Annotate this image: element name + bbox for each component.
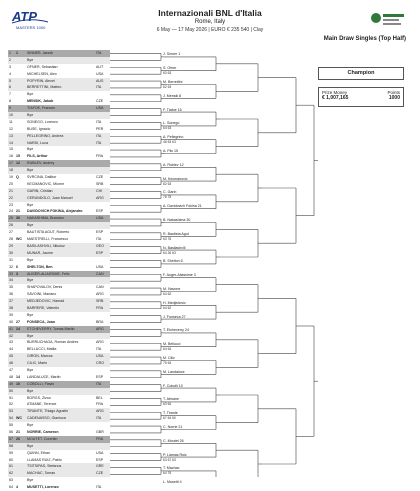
country: FRA — [96, 154, 104, 159]
round2-name: B. Shelton 6 — [163, 259, 183, 264]
country: ESP — [96, 209, 104, 214]
player-name: Bye — [27, 57, 34, 62]
player-name: GIRON, Marcos — [27, 354, 53, 359]
round2-name: T. Machac — [163, 466, 180, 471]
player-name: BELLUCCI, Mattia — [27, 347, 57, 352]
draw-number: 9 — [9, 106, 11, 111]
draw-number: 62 — [9, 471, 13, 476]
round2-name: M. Cilic — [163, 356, 175, 360]
draw-number: 47 — [9, 367, 13, 372]
round2-score: 62 63 — [163, 85, 172, 89]
draw-number: 53 — [9, 409, 13, 414]
draw-title: Main Draw Singles (Top Half) — [323, 36, 406, 42]
country: FRA — [96, 305, 104, 310]
seed: WC — [16, 237, 22, 242]
seed: 3 — [16, 271, 18, 276]
round2-name: A. Rublev 12 — [163, 162, 184, 167]
round2-name: P. Llamas Ruiz — [163, 452, 187, 457]
round2-player — [163, 163, 184, 168]
round2-name: F. Cobolli 10 — [163, 383, 183, 388]
player-name: RUBLEV, Andrey — [27, 161, 55, 166]
player-name: BAUTISTA AGUT, Roberto — [27, 230, 70, 235]
draw-number: 13 — [9, 133, 13, 138]
player-name: CADENASSO, Gianluca — [27, 416, 66, 421]
player-name: TSITSIPAS, Stefanos — [27, 464, 62, 469]
player-name: SVRCINA, Dalibor — [27, 175, 57, 180]
draw-entry — [8, 484, 110, 491]
tournament-info: 6 May — 17 May 2026 | EURO € 235 540 | Clay — [156, 27, 264, 33]
svg-text:MASTERS 1000: MASTERS 1000 — [16, 25, 46, 30]
round2-name: F. Tiafoe 16 — [163, 107, 182, 112]
draw-number: 59 — [9, 450, 13, 455]
round2-score: 63 64 — [163, 402, 172, 407]
draw-number: 30 — [9, 250, 13, 255]
round2-name: R. Bautista Agut — [163, 231, 189, 236]
draw-number: 48 — [9, 374, 13, 379]
round2-player — [163, 177, 188, 186]
round2-score: 63 76 — [163, 236, 172, 241]
country: ITA — [96, 133, 102, 138]
seed: 15 — [16, 154, 20, 159]
draw-number: 7 — [9, 92, 11, 97]
seed: 27 — [16, 319, 20, 324]
round2-name: C. Norrie 21 — [163, 425, 183, 429]
round2-player — [163, 301, 186, 310]
round2-player — [163, 328, 189, 333]
draw-number: 57 — [9, 436, 13, 441]
draw-number: 44 — [9, 347, 13, 352]
draw-entry — [8, 477, 110, 484]
round2-score: 64 26 63 — [163, 250, 176, 255]
seed: 26 — [16, 436, 20, 441]
draw-number: 11 — [9, 119, 13, 124]
player-name: MUSETTI, Lorenzo — [27, 485, 59, 490]
draw-number: 6 — [9, 85, 11, 90]
round2-name: T. Tirante — [163, 411, 178, 416]
player-name: SHAPOVALOV, Denis — [27, 285, 63, 290]
seed: Q — [16, 175, 19, 180]
round2-name: M. Berrettini — [163, 80, 183, 84]
round2-name: J. Mensik 8 — [163, 93, 182, 98]
draw-number: 38 — [9, 305, 13, 310]
round2-player — [163, 287, 180, 296]
country: ARG — [96, 195, 104, 200]
player-name: MAESTRELLI, Francesco — [27, 237, 69, 242]
player-name: MUNAR, Jaume — [27, 250, 53, 255]
draw-number: 22 — [9, 195, 13, 200]
player-name: TIRANTE, Thiago Agustin — [27, 409, 69, 414]
round2-player — [163, 94, 181, 99]
round2-player — [163, 66, 176, 75]
player-name: NAKASHIMA, Brandon — [27, 216, 64, 221]
player-name: Bye — [27, 223, 34, 228]
draw-number: 40 — [9, 319, 13, 324]
player-name: Bye — [27, 278, 34, 283]
round2-player — [163, 397, 179, 406]
round2-player — [163, 356, 175, 365]
round2-player — [163, 259, 183, 264]
round2-name: L. Sonego — [163, 121, 180, 126]
round2-player — [163, 273, 196, 278]
round2-name: B. Nakashima 30 — [163, 218, 191, 222]
player-name: Bye — [27, 333, 34, 338]
player-name: CILIC, Marin — [27, 361, 48, 366]
country: ITA — [96, 381, 102, 386]
draw-number: 5 — [9, 78, 11, 83]
draw-number: 18 — [9, 168, 13, 173]
draw-number: 4 — [9, 71, 11, 76]
draw-number: 41 — [9, 326, 13, 331]
seed: 14 — [16, 374, 20, 379]
country: ESP — [96, 230, 104, 235]
player-name: QUINN, Ethan — [27, 450, 50, 455]
player-name: NORRIE, Cameron — [27, 429, 59, 434]
draw-number: 16 — [9, 154, 13, 159]
prize-money-label: Prize Money — [322, 90, 348, 95]
country: USA — [96, 264, 104, 269]
draw-number: 35 — [9, 285, 13, 290]
draw-number: 46 — [9, 361, 13, 366]
draw-number: 58 — [9, 443, 13, 448]
player-name: Bye — [27, 367, 34, 372]
draw-number: 39 — [9, 312, 13, 317]
seed: 12 — [16, 161, 20, 166]
player-name: CERUNDOLO, Juan Manuel — [27, 195, 73, 200]
round2-player — [163, 315, 186, 320]
draw-number: 61 — [9, 464, 13, 469]
round2-name: C. Garin — [163, 190, 177, 195]
country: FRA — [96, 402, 104, 407]
round2-player — [163, 480, 182, 485]
round2-player — [163, 121, 179, 130]
round2-player — [163, 108, 182, 113]
round2-player — [163, 466, 179, 475]
seed: WC — [16, 416, 22, 421]
player-name: Bye — [27, 443, 34, 448]
round2-player — [163, 453, 187, 462]
round2-player — [163, 80, 182, 89]
country: USA — [96, 450, 104, 455]
country: FRA — [96, 436, 104, 441]
round2-player — [163, 425, 182, 430]
seed: 21 — [16, 209, 20, 214]
player-name: Bye — [27, 113, 34, 118]
country: ITA — [96, 119, 102, 124]
round2-name: L. Musetti 4 — [163, 480, 182, 485]
player-name: NARDI, Luca — [27, 140, 48, 145]
draw-number: 43 — [9, 340, 13, 345]
draw-number: 50 — [9, 388, 13, 393]
draw-number: 33 — [9, 271, 13, 276]
points-label: Points — [387, 90, 400, 95]
country: USA — [96, 71, 104, 76]
draw-number: 29 — [9, 243, 13, 248]
country: SRB — [96, 299, 104, 304]
seed: 30 — [16, 216, 20, 221]
country: ARG — [96, 340, 104, 345]
round2-score: 64 62 — [163, 305, 172, 310]
round2-score: 64 64 — [163, 347, 172, 352]
country: CHI — [96, 188, 103, 193]
player-name: OFNER, Sebastian — [27, 64, 58, 69]
round2-name: M. Navone — [163, 287, 181, 291]
country: PER — [96, 126, 104, 131]
round2-player — [163, 384, 183, 389]
round2-player — [163, 204, 202, 209]
round2-name: J. Sinner 1 — [163, 52, 181, 57]
country: CAN — [96, 271, 104, 276]
tournament-location: Rome, Italy — [194, 19, 226, 25]
seed: 6 — [16, 264, 18, 269]
player-name: SONEGO, Lorenzo — [27, 119, 58, 124]
round2-score: 63 67 63 — [163, 457, 176, 462]
draw-number: 2 — [9, 57, 11, 62]
round2-score: 64 76 — [163, 471, 172, 476]
player-name: ATMANE, Terence — [27, 402, 57, 407]
player-name: MICHELSEN, Alex — [27, 71, 57, 76]
round2-score: 46 63 63 — [163, 140, 176, 145]
seed: 21 — [16, 429, 20, 434]
player-name: BURRUCHAGA, Roman Andres — [27, 340, 79, 345]
country: GEO — [96, 243, 104, 248]
round2-player — [163, 218, 190, 223]
player-name: Bye — [27, 423, 34, 428]
country: CZE — [96, 471, 104, 476]
draw-number: 20 — [9, 181, 13, 186]
draw-number: 28 — [9, 237, 13, 242]
round2-name: H. Medjedovic — [163, 300, 186, 305]
player-name: PELLEGRINO, Andrea — [27, 133, 64, 138]
round2-name: T. Etcheverry 24 — [163, 328, 189, 333]
player-name: Bye — [27, 478, 34, 483]
round2-player — [163, 246, 185, 255]
country: BEL — [96, 395, 103, 400]
country: GRE — [96, 464, 104, 469]
draw-number: 45 — [9, 354, 13, 359]
country: USA — [96, 106, 104, 111]
draw-number: 23 — [9, 202, 13, 207]
draw-number: 21 — [9, 188, 13, 193]
player-name: TIAFOE, Frances — [27, 106, 55, 111]
player-name: Bye — [27, 168, 34, 173]
player-name: Bye — [27, 257, 34, 262]
player-name: Bye — [27, 147, 34, 152]
player-name: BASILASHVILI, Nikoloz — [27, 243, 65, 248]
round2-score: 62 63 — [163, 181, 172, 186]
country: CRO — [96, 361, 104, 366]
player-name: Bye — [27, 312, 34, 317]
round2-name: F. Auger-Aliassime 3 — [163, 273, 196, 278]
round2-score: 63 63 — [163, 71, 172, 76]
round2-score: 64 63 — [163, 126, 172, 131]
country: BRA — [96, 319, 104, 324]
draw-number: 1 — [9, 51, 11, 55]
player-name: FONSECA, Joao — [27, 319, 55, 324]
draw-number: 14 — [9, 140, 13, 145]
player-name: MOUTET, Corentin — [27, 436, 58, 441]
draw-number: 42 — [9, 333, 13, 338]
draw-number: 37 — [9, 299, 13, 304]
country: CAN — [96, 285, 104, 290]
player-name: GARIN, Cristian — [27, 188, 53, 193]
player-name: BORGS, Zizou — [27, 395, 51, 400]
draw-number: 24 — [9, 209, 13, 214]
round2-name: A. Davidovich Fokina 21 — [163, 204, 202, 209]
draw-number: 49 — [9, 381, 13, 386]
round2-name: S. Ofner — [163, 66, 177, 71]
player-name: SAVOINI, Mariano — [27, 292, 57, 297]
round2-name: A. Pellegrino — [163, 135, 184, 140]
points-value: 1000 — [388, 95, 400, 101]
round2-name: T. Atmane — [163, 397, 179, 402]
draw-number: 17 — [9, 161, 13, 166]
seed: 4 — [16, 485, 18, 490]
draw-number: 12 — [9, 126, 13, 131]
draw-number: 25 — [9, 216, 13, 221]
round2-player — [163, 52, 180, 57]
round2-player — [163, 370, 185, 375]
round2-score: 75 64 — [163, 361, 172, 365]
player-name: KECMANOVIC, Miomir — [27, 181, 64, 186]
prize-money-value: € 1,007,165 — [322, 95, 349, 101]
draw-number: 31 — [9, 257, 13, 262]
draw-number: 8 — [9, 99, 11, 104]
round2-name: N. Basilashvili — [163, 245, 186, 250]
draw-number: 54 — [9, 416, 13, 421]
country: ITA — [96, 347, 102, 352]
seed: 24 — [16, 326, 20, 331]
round2-name: J. Fonseca 27 — [163, 314, 186, 319]
country: AUS — [96, 78, 104, 83]
player-name: POPYRIN, Alexei — [27, 78, 55, 83]
country: ESP — [96, 374, 104, 379]
player-name: SINNER, Jannik — [27, 51, 53, 55]
player-name: LANDALUCE, Martin — [27, 374, 61, 379]
draw-number: 56 — [9, 429, 13, 434]
player-name: AUGER-ALIASSIME, Felix — [27, 271, 70, 276]
player-name: MACHAC, Tomas — [27, 471, 56, 476]
round2-score: 64 62 — [163, 292, 172, 296]
draw-number: 26 — [9, 223, 13, 228]
player-name: BARRERE, Valentin — [27, 305, 60, 310]
draw-number: 32 — [9, 264, 13, 269]
round2-name: M. Landaluce — [163, 369, 185, 374]
tournament-title: Internazionali BNL d'Italia — [158, 8, 262, 18]
player-name: SHELTON, Ben — [27, 264, 53, 269]
draw-number: 27 — [9, 230, 13, 235]
country: USA — [96, 354, 104, 359]
country: ITA — [96, 237, 102, 242]
round2-player — [163, 135, 183, 144]
player-name: BERRETTINI, Matteo — [27, 85, 62, 90]
country: CZE — [96, 99, 104, 104]
country: ESP — [96, 250, 104, 255]
draw-number: 63 — [9, 478, 13, 483]
player-name: Bye — [27, 202, 34, 207]
round2-name: M. Kecmanovic — [163, 176, 188, 181]
country: USA — [96, 216, 104, 221]
champion-box: Champion — [318, 67, 404, 80]
country: ARG — [96, 409, 104, 414]
draw-number: 34 — [9, 278, 13, 283]
draw-number: 19 — [9, 175, 13, 180]
player-name: MEDJEDOVIC, Hamad — [27, 299, 65, 304]
player-name: BUSE, Ignacio — [27, 126, 51, 131]
country: ITA — [96, 416, 102, 421]
round2-score: 76 75 — [163, 195, 172, 200]
seed: 1 — [16, 51, 18, 55]
draw-number: 51 — [9, 395, 13, 400]
round2-score: 67 64 60 — [163, 416, 176, 421]
draw-number: 64 — [9, 485, 13, 490]
draw-number: 36 — [9, 292, 13, 297]
round2-player — [163, 411, 178, 420]
country: GBR — [96, 429, 104, 434]
country: ITA — [96, 140, 102, 145]
country: ITA — [96, 485, 102, 490]
player-name: FILS, Arthur — [27, 154, 48, 159]
player-name: MENSIK, Jakub — [27, 99, 54, 104]
country: ARG — [96, 292, 104, 297]
player-name: Bye — [27, 388, 34, 393]
round2-player — [163, 149, 178, 154]
svg-text:ATP: ATP — [12, 9, 38, 24]
draw-number: 10 — [9, 113, 13, 118]
round2-player — [163, 232, 189, 241]
draw-number: 60 — [9, 457, 13, 462]
round2-player — [163, 439, 184, 444]
country: CZE — [96, 175, 104, 180]
country: SRB — [96, 181, 104, 186]
draw-number: 52 — [9, 402, 13, 407]
country: ARG — [96, 326, 104, 331]
country: ITA — [96, 85, 102, 90]
country: ITA — [96, 51, 102, 55]
round2-name: C. Moutet 26 — [163, 438, 184, 443]
player-name: DAVIDOVICH FOKINA, Alejandro — [27, 209, 83, 214]
round2-name: A. Fils 15 — [163, 149, 178, 153]
draw-number: 55 — [9, 423, 13, 428]
draw-number: 3 — [9, 64, 11, 69]
round2-player — [163, 342, 180, 351]
round2-name: M. Bellucci — [163, 342, 181, 347]
round2-player — [163, 190, 176, 199]
player-name: ETCHEVERRY, Tomas Martin — [27, 326, 75, 331]
player-name: COBOLLI, Flavio — [27, 381, 55, 386]
player-name: LLAMAS RUIZ, Pablo — [27, 457, 62, 462]
draw-number: 15 — [9, 147, 13, 152]
player-name: Bye — [27, 92, 34, 97]
country: ESP — [96, 457, 104, 462]
country: AUT — [96, 64, 104, 69]
seed: 10 — [16, 381, 20, 386]
